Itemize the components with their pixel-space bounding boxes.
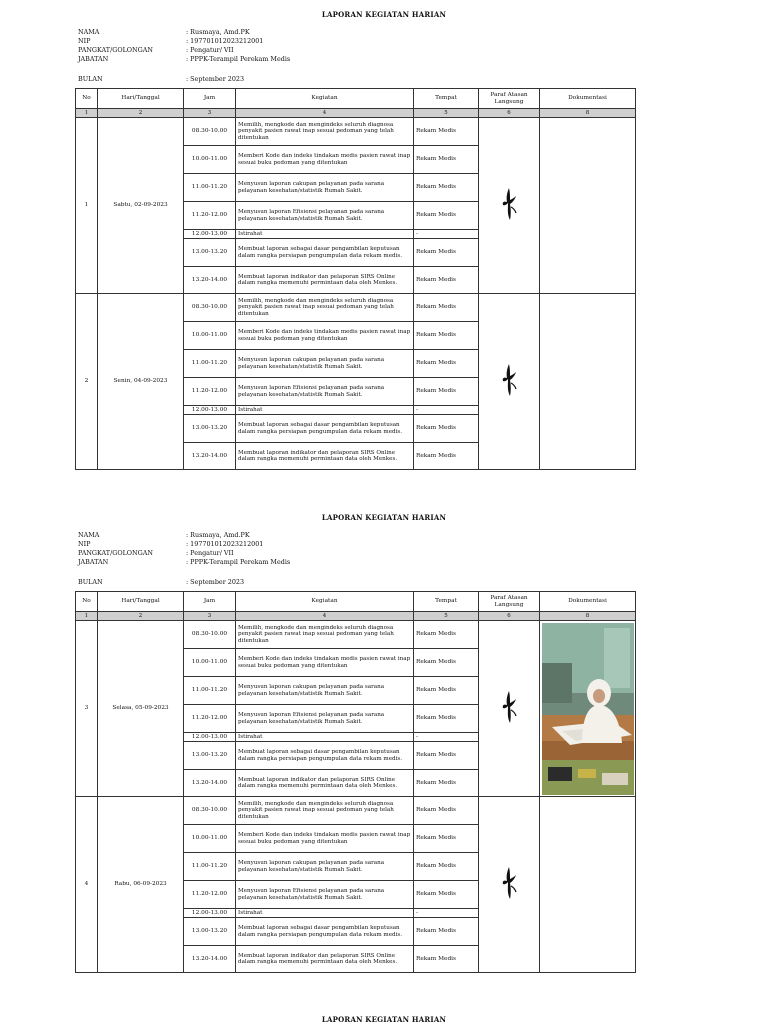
activity-description: Memberi Kode dan indeks tindakan medis pasien rawat inap sesuai buku pedoman yang ditentukan <box>236 649 414 677</box>
table-row <box>76 118 636 146</box>
activity-time: 11.00-11.20 <box>184 677 236 705</box>
column-header: Dokumentasi <box>540 89 636 109</box>
activity-place: Rekam Medis <box>414 322 479 350</box>
activity-description: Menyusun laporan cakupan pelayanan pada sarana pelayanan kesehatan/statistik Rumah Sakit. <box>236 174 414 202</box>
activity-description: Istirahat <box>236 733 414 742</box>
activity-time: 11.20-12.00 <box>184 881 236 909</box>
table-row <box>76 621 636 649</box>
report-title: LAPORAN KEGIATAN HARIAN <box>321 513 447 522</box>
activity-description: Membuat laporan sebagai dasar pengambilan keputusan dalam rangka persiapan pengumpulan data rekam medis. <box>236 742 414 770</box>
activity-time: 13.20-14.00 <box>184 946 236 973</box>
activity-time: 12.00-13.00 <box>184 406 236 415</box>
activity-time: 12.00-13.00 <box>184 909 236 918</box>
activity-description: Menyusun laporan cakupan pelayanan pada sarana pelayanan kesehatan/statistik Rumah Sakit. <box>236 677 414 705</box>
activity-description: Memilih, mengkode dan mengindeks seluruh diagnosa penyakit pasien rawat inap sesuai pedoman yang telah ditentukan <box>236 797 414 825</box>
column-header: Dokumentasi <box>540 592 636 612</box>
row-date: Rabu, 06-09-2023 <box>98 797 184 973</box>
activity-description: Menyusun laporan Efisiensi pelayanan pada sarana pelayanan kesehatan/statistik Rumah Sakit. <box>236 881 414 909</box>
paraf-signature-icon <box>498 185 520 223</box>
info-row-nama: NAMA : Rusmaya, Amd.PK <box>78 531 250 539</box>
activity-place: Rekam Medis <box>414 415 479 443</box>
column-header: No <box>76 592 98 612</box>
column-number: 8 <box>540 109 636 118</box>
column-number: 4 <box>236 109 414 118</box>
documentation-cell <box>540 797 636 973</box>
column-header: Tempat <box>414 592 479 612</box>
activity-place: Rekam Medis <box>414 742 479 770</box>
paraf-cell <box>479 294 540 470</box>
column-header: Tempat <box>414 89 479 109</box>
activity-time: 11.20-12.00 <box>184 202 236 230</box>
activity-description: Memilih, mengkode dan mengindeks seluruh diagnosa penyakit pasien rawat inap sesuai pedoman yang telah ditentukan <box>236 621 414 649</box>
activity-place: Rekam Medis <box>414 118 479 146</box>
activity-time: 08.30-10.00 <box>184 621 236 649</box>
table-header-row <box>76 592 636 612</box>
activity-place: Rekam Medis <box>414 649 479 677</box>
activity-place: Rekam Medis <box>414 239 479 267</box>
activity-description: Memberi Kode dan indeks tindakan medis pasien rawat inap sesuai buku pedoman yang ditentukan <box>236 825 414 853</box>
activity-description: Istirahat <box>236 909 414 918</box>
activity-place: - <box>414 909 479 918</box>
column-header: Kegiatan <box>236 89 414 109</box>
activity-description: Menyusun laporan Efisiensi pelayanan pada sarana pelayanan kesehatan/statistik Rumah Sakit. <box>236 202 414 230</box>
activity-description: Membuat laporan indikator dan pelaporan SIRS Online dalam rangka memenuhi permintaan data oleh Menkes. <box>236 267 414 294</box>
paraf-cell <box>479 621 540 797</box>
activity-description: Istirahat <box>236 406 414 415</box>
activity-time: 13.20-14.00 <box>184 770 236 797</box>
report-title: LAPORAN KEGIATAN HARIAN <box>321 10 447 19</box>
activity-description: Membuat laporan indikator dan pelaporan SIRS Online dalam rangka memenuhi permintaan data oleh Menkes. <box>236 946 414 973</box>
row-date: Senin, 04-09-2023 <box>98 294 184 470</box>
activity-time: 10.00-11.00 <box>184 146 236 174</box>
employee-info <box>78 531 290 567</box>
activity-description: Menyusun laporan Efisiensi pelayanan pada sarana pelayanan kesehatan/statistik Rumah Sakit. <box>236 705 414 733</box>
column-number: 1 <box>76 109 98 118</box>
activity-time: 13.00-13.20 <box>184 239 236 267</box>
activity-place: Rekam Medis <box>414 770 479 797</box>
activity-table <box>75 88 636 470</box>
activity-time: 13.00-13.20 <box>184 415 236 443</box>
paraf-cell <box>479 797 540 973</box>
row-number: 3 <box>76 621 98 797</box>
activity-place: Rekam Medis <box>414 881 479 909</box>
activity-place: Rekam Medis <box>414 174 479 202</box>
activity-description: Membuat laporan indikator dan pelaporan SIRS Online dalam rangka memenuhi permintaan data oleh Menkes. <box>236 443 414 470</box>
activity-description: Membuat laporan sebagai dasar pengambilan keputusan dalam rangka persiapan pengumpulan data rekam medis. <box>236 239 414 267</box>
column-header: Hari/Tanggal <box>98 89 184 109</box>
activity-time: 13.20-14.00 <box>184 267 236 294</box>
activity-place: Rekam Medis <box>414 350 479 378</box>
documentation-photo <box>542 623 634 795</box>
column-header: Paraf Atasan Langsung <box>479 89 540 109</box>
row-number: 1 <box>76 118 98 294</box>
activity-time: 10.00-11.00 <box>184 649 236 677</box>
activity-time: 11.20-12.00 <box>184 705 236 733</box>
paraf-signature-icon <box>498 688 520 726</box>
table-row <box>76 797 636 825</box>
row-number: 2 <box>76 294 98 470</box>
column-number: 6 <box>479 612 540 621</box>
activity-time: 13.00-13.20 <box>184 918 236 946</box>
activity-place: Rekam Medis <box>414 853 479 881</box>
documentation-cell <box>540 294 636 470</box>
activity-time: 12.00-13.00 <box>184 733 236 742</box>
activity-place: Rekam Medis <box>414 443 479 470</box>
activity-time: 13.00-13.20 <box>184 742 236 770</box>
activity-description: Menyusun laporan Efisiensi pelayanan pada sarana pelayanan kesehatan/statistik Rumah Sakit. <box>236 378 414 406</box>
paraf-signature-icon <box>498 864 520 902</box>
paraf-signature-icon <box>498 361 520 399</box>
row-date: Sabtu, 02-09-2023 <box>98 118 184 294</box>
activity-time: 10.00-11.00 <box>184 322 236 350</box>
row-number: 4 <box>76 797 98 973</box>
activity-place: Rekam Medis <box>414 146 479 174</box>
activity-description: Memilih, mengkode dan mengindeks seluruh diagnosa penyakit pasien rawat inap sesuai pedoman yang telah ditentukan <box>236 118 414 146</box>
column-number: 5 <box>414 612 479 621</box>
activity-place: Rekam Medis <box>414 825 479 853</box>
activity-place: Rekam Medis <box>414 378 479 406</box>
column-header: No <box>76 89 98 109</box>
activity-description: Memberi Kode dan indeks tindakan medis pasien rawat inap sesuai buku pedoman yang ditentukan <box>236 322 414 350</box>
column-number: 3 <box>184 109 236 118</box>
activity-table <box>75 591 636 973</box>
table-row <box>76 294 636 322</box>
activity-place: Rekam Medis <box>414 621 479 649</box>
activity-description: Memberi Kode dan indeks tindakan medis pasien rawat inap sesuai buku pedoman yang ditentukan <box>236 146 414 174</box>
column-number: 2 <box>98 612 184 621</box>
column-number: 8 <box>540 612 636 621</box>
activity-place: Rekam Medis <box>414 677 479 705</box>
activity-time: 11.20-12.00 <box>184 378 236 406</box>
info-row-pangkat: PANGKAT/GOLONGAN : Pengatur/ VII <box>78 46 234 54</box>
column-header: Jam <box>184 592 236 612</box>
activity-place: Rekam Medis <box>414 946 479 973</box>
activity-time: 08.30-10.00 <box>184 797 236 825</box>
column-header: Jam <box>184 89 236 109</box>
documentation-cell <box>540 118 636 294</box>
column-header: Kegiatan <box>236 592 414 612</box>
activity-description: Membuat laporan sebagai dasar pengambilan keputusan dalam rangka persiapan pengumpulan data rekam medis. <box>236 918 414 946</box>
activity-description: Menyusun laporan cakupan pelayanan pada sarana pelayanan kesehatan/statistik Rumah Sakit. <box>236 350 414 378</box>
activity-place: - <box>414 406 479 415</box>
activity-time: 11.00-11.20 <box>184 174 236 202</box>
table-header-row <box>76 89 636 109</box>
activity-description: Membuat laporan indikator dan pelaporan SIRS Online dalam rangka memenuhi permintaan data oleh Menkes. <box>236 770 414 797</box>
column-number-row <box>76 109 636 118</box>
column-number: 1 <box>76 612 98 621</box>
activity-time: 11.00-11.20 <box>184 853 236 881</box>
activity-time: 08.30-10.00 <box>184 294 236 322</box>
paraf-cell <box>479 118 540 294</box>
column-header: Paraf Atasan Langsung <box>479 592 540 612</box>
activity-description: Memilih, mengkode dan mengindeks seluruh diagnosa penyakit pasien rawat inap sesuai pedoman yang telah ditentukan <box>236 294 414 322</box>
activity-place: Rekam Medis <box>414 202 479 230</box>
employee-info <box>78 28 290 64</box>
info-row-pangkat: PANGKAT/GOLONGAN : Pengatur/ VII <box>78 549 234 557</box>
activity-time: 13.20-14.00 <box>184 443 236 470</box>
activity-place: Rekam Medis <box>414 294 479 322</box>
column-number: 2 <box>98 109 184 118</box>
activity-time: 10.00-11.00 <box>184 825 236 853</box>
info-row-nip: NIP : 197701012023212001 <box>78 540 264 548</box>
activity-time: 12.00-13.00 <box>184 230 236 239</box>
info-row-nip: NIP : 197701012023212001 <box>78 37 264 45</box>
activity-time: 08.30-10.00 <box>184 118 236 146</box>
activity-place: - <box>414 230 479 239</box>
activity-place: - <box>414 733 479 742</box>
column-number: 5 <box>414 109 479 118</box>
column-number: 4 <box>236 612 414 621</box>
documentation-cell <box>540 621 636 797</box>
activity-place: Rekam Medis <box>414 918 479 946</box>
report-3-title: LAPORAN KEGIATAN HARIAN <box>321 1015 447 1024</box>
column-header: Hari/Tanggal <box>98 592 184 612</box>
activity-description: Menyusun laporan cakupan pelayanan pada sarana pelayanan kesehatan/statistik Rumah Sakit. <box>236 853 414 881</box>
info-row-bulan: BULAN : September 2023 <box>78 75 245 83</box>
activity-description: Istirahat <box>236 230 414 239</box>
column-number: 3 <box>184 612 236 621</box>
activity-time: 11.00-11.20 <box>184 350 236 378</box>
info-row-nama: NAMA : Rusmaya, Amd.PK <box>78 28 250 36</box>
info-row-jabatan: JABATAN : PPPK-Terampil Perekam Medis <box>78 55 291 63</box>
activity-description: Membuat laporan sebagai dasar pengambilan keputusan dalam rangka persiapan pengumpulan data rekam medis. <box>236 415 414 443</box>
activity-place: Rekam Medis <box>414 705 479 733</box>
info-row-jabatan: JABATAN : PPPK-Terampil Perekam Medis <box>78 558 291 566</box>
activity-place: Rekam Medis <box>414 267 479 294</box>
row-date: Selasa, 05-09-2023 <box>98 621 184 797</box>
activity-place: Rekam Medis <box>414 797 479 825</box>
info-row-bulan: BULAN : September 2023 <box>78 578 245 586</box>
column-number-row <box>76 612 636 621</box>
column-number: 6 <box>479 109 540 118</box>
